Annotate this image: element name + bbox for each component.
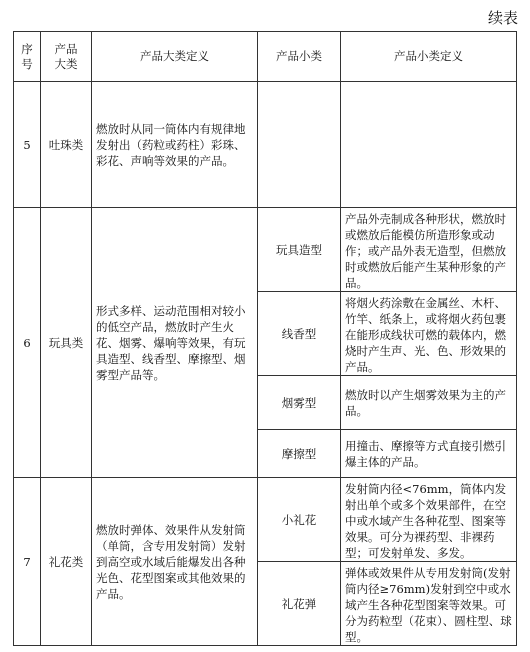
table-row — [14, 82, 517, 208]
subcategory-def: 燃放时以产生烟雾效果为主的产品。 — [341, 376, 517, 430]
row-category-def: 燃放时从同一筒体内有规律地发射出（药粒或药柱）彩珠、彩花、声响等效果的产品。 — [92, 82, 258, 208]
subcategory-name: 烟雾型 — [258, 376, 341, 430]
continued-label: 续表 — [487, 9, 518, 27]
row-category: 玩具类 — [41, 208, 92, 478]
fireworks-classification-table — [13, 31, 517, 646]
header-no: 序号 — [14, 32, 41, 82]
row-category-def: 燃放时弹体、效果件从发射筒（单筒，含专用发射筒）发射到高空或水域后能爆发出各种光色、花型图案或其他效果的产品。 — [92, 478, 258, 646]
row-category-def: 形式多样、运动范围相对较小的低空产品，燃放时产生火花、烟雾、爆响等效果，有玩具造型、线香型、摩擦型、烟雾型产品等。 — [92, 208, 258, 478]
header-row — [14, 32, 517, 82]
header-category: 产品大类 — [41, 32, 92, 82]
subcategory-name: 小礼花 — [258, 478, 341, 562]
row-subcategory-empty — [258, 82, 341, 208]
row-no: 5 — [14, 82, 41, 208]
row-no: 7 — [14, 478, 41, 646]
subcategory-def: 产品外壳制成各种形状，燃放时或燃放后能模仿所造形象或动作；或产品外表无造型，但燃放时或燃放后能产生某种形象的产品。 — [341, 208, 517, 292]
header-subcategory-def: 产品小类定义 — [341, 32, 517, 82]
row-subcategory-def-empty — [341, 82, 517, 208]
subcategory-name: 线香型 — [258, 292, 341, 376]
subcategory-def: 将烟火药涂敷在金属丝、木杆、竹竿、纸条上，或将烟火药包裹在能形成线状可燃的载体内，燃烧时产生声、光、色、形效果的产品。 — [341, 292, 517, 376]
table-row — [14, 478, 517, 562]
subcategory-def: 用撞击、摩擦等方式直接引燃引爆主体的产品。 — [341, 430, 517, 478]
subcategory-def: 发射筒内径<76mm，筒体内发射出单个或多个效果部件，在空中或水域产生各种花型、图案等效果。可分为裸药型、非裸药型；可发射单发、多发。 — [341, 478, 517, 562]
row-category: 吐珠类 — [41, 82, 92, 208]
table-row — [14, 208, 517, 292]
row-category: 礼花类 — [41, 478, 92, 646]
header-category-def: 产品大类定义 — [92, 32, 258, 82]
subcategory-def: 弹体或效果件从专用发射筒(发射筒内径≥76mm)发射到空中或水域产生各种花型图案等效果。可分为药粒型（花束）、圆柱型、球型。 — [341, 562, 517, 646]
subcategory-name: 玩具造型 — [258, 208, 341, 292]
header-subcategory: 产品小类 — [258, 32, 341, 82]
subcategory-name: 摩擦型 — [258, 430, 341, 478]
row-no: 6 — [14, 208, 41, 478]
subcategory-name: 礼花弹 — [258, 562, 341, 646]
